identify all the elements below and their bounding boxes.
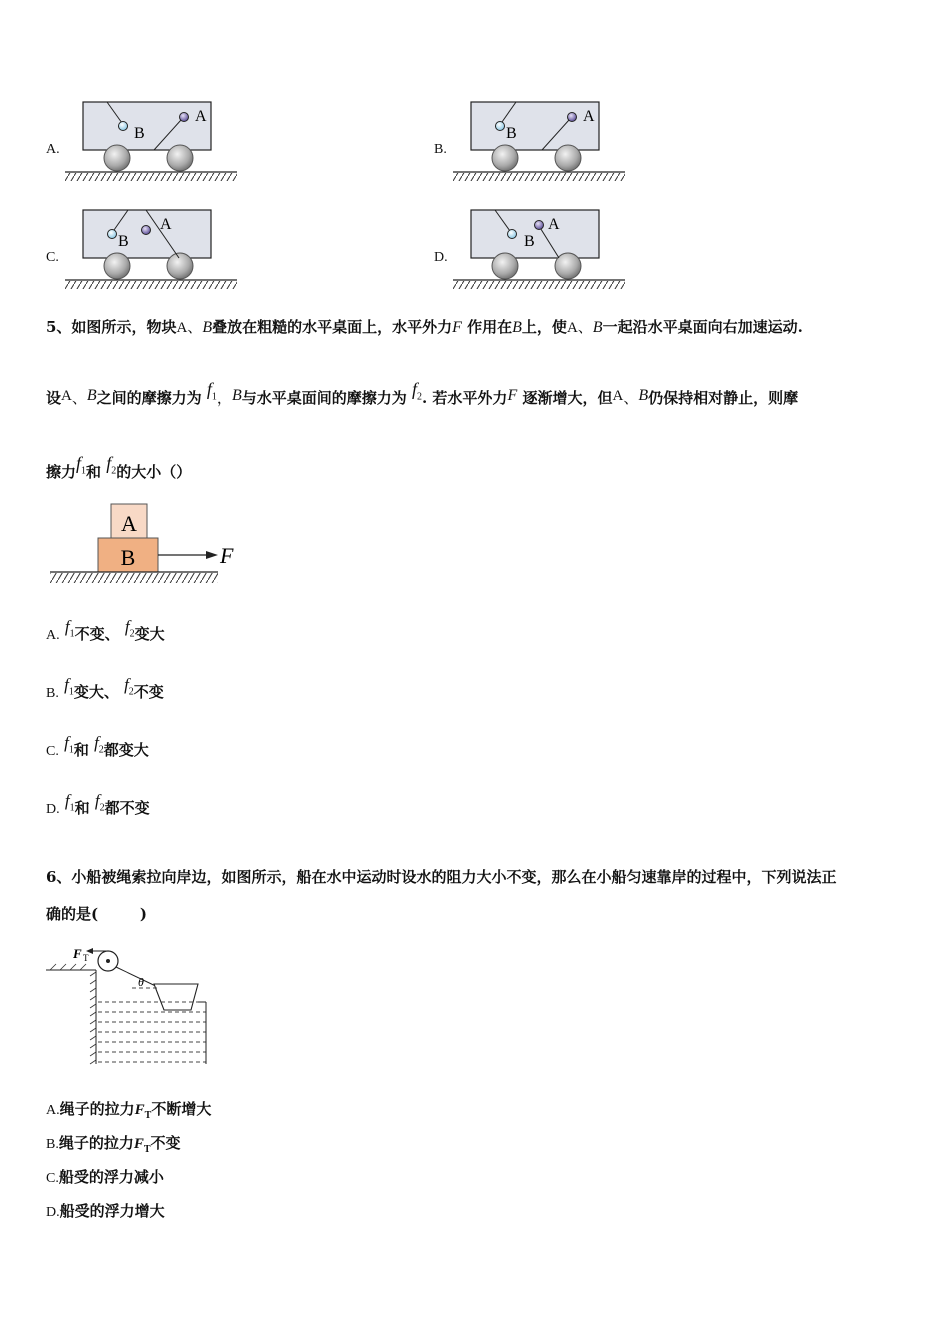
q4-option-d-label: D. <box>434 250 448 265</box>
q5-block-figure <box>46 500 246 590</box>
q6-line-1: 6、小船被绳索拉向岸边，如图所示，船在水中运动时设水的阻力大小不变，那么在小船匀速靠岸的过程中，下列说法正 <box>46 868 837 886</box>
q4-option-b-label: B. <box>434 142 447 157</box>
q5-line-3: 擦力$f_1$和 $f_2$的大小（） <box>46 453 192 481</box>
label-b: B <box>118 233 129 250</box>
label-b: B <box>134 125 145 142</box>
q5-option-d[interactable]: D. $f_1$和 $f_2$都不变 <box>46 791 150 817</box>
q4-option-a-figure <box>62 96 242 184</box>
force-f-label: F <box>220 543 234 568</box>
q5-option-a[interactable]: A. $f_1$不变、 $f_2$变大 <box>46 617 165 643</box>
q4-option-d-figure <box>450 204 630 292</box>
q4-option-c-label: C. <box>46 250 59 265</box>
q5-line-2: 设A、B之间的摩擦力为 $f_1$，B与水平桌面间的摩擦力为 $f_2$. 若水平外力F 逐渐增大，但A、B仍保持相对静止，则摩 <box>46 379 799 407</box>
q6-boat-figure <box>46 940 216 1070</box>
q5-option-b[interactable]: B. $f_1$变大、 $f_2$不变 <box>46 675 164 701</box>
q5-line-1: 5、如图所示，物块A、B叠放在粗糙的水平桌面上，水平外力F 作用在B上，使A、B一起沿水平桌面向右加速运动. <box>46 318 803 336</box>
q4-option-c-figure <box>62 204 242 292</box>
label-b: B <box>524 233 535 250</box>
label-a: A <box>195 108 207 125</box>
q5-option-c[interactable]: C. $f_1$和 $f_2$都变大 <box>46 733 149 759</box>
label-a: A <box>160 216 172 233</box>
label-b: B <box>506 125 517 142</box>
q4-option-a-label: A. <box>46 142 60 157</box>
q6-option-a[interactable]: A.绳子的拉力$F_T$不断增大 <box>46 1100 212 1121</box>
label-a: A <box>548 216 560 233</box>
q6-option-d[interactable]: D.船受的浮力增大 <box>46 1202 165 1220</box>
q6-line-2: 确的是( ) <box>46 905 147 923</box>
q6-option-b[interactable]: B.绳子的拉力$F_T$不变 <box>46 1134 181 1155</box>
block-a-label: A <box>121 511 137 536</box>
force-ft-sub: T <box>83 953 89 963</box>
label-a: A <box>583 108 595 125</box>
angle-theta-label: θ <box>138 975 144 989</box>
q4-option-b-figure <box>450 96 630 184</box>
q6-option-c[interactable]: C.船受的浮力减小 <box>46 1168 164 1186</box>
force-ft-label: F <box>73 946 82 961</box>
block-b-label: B <box>120 545 136 570</box>
